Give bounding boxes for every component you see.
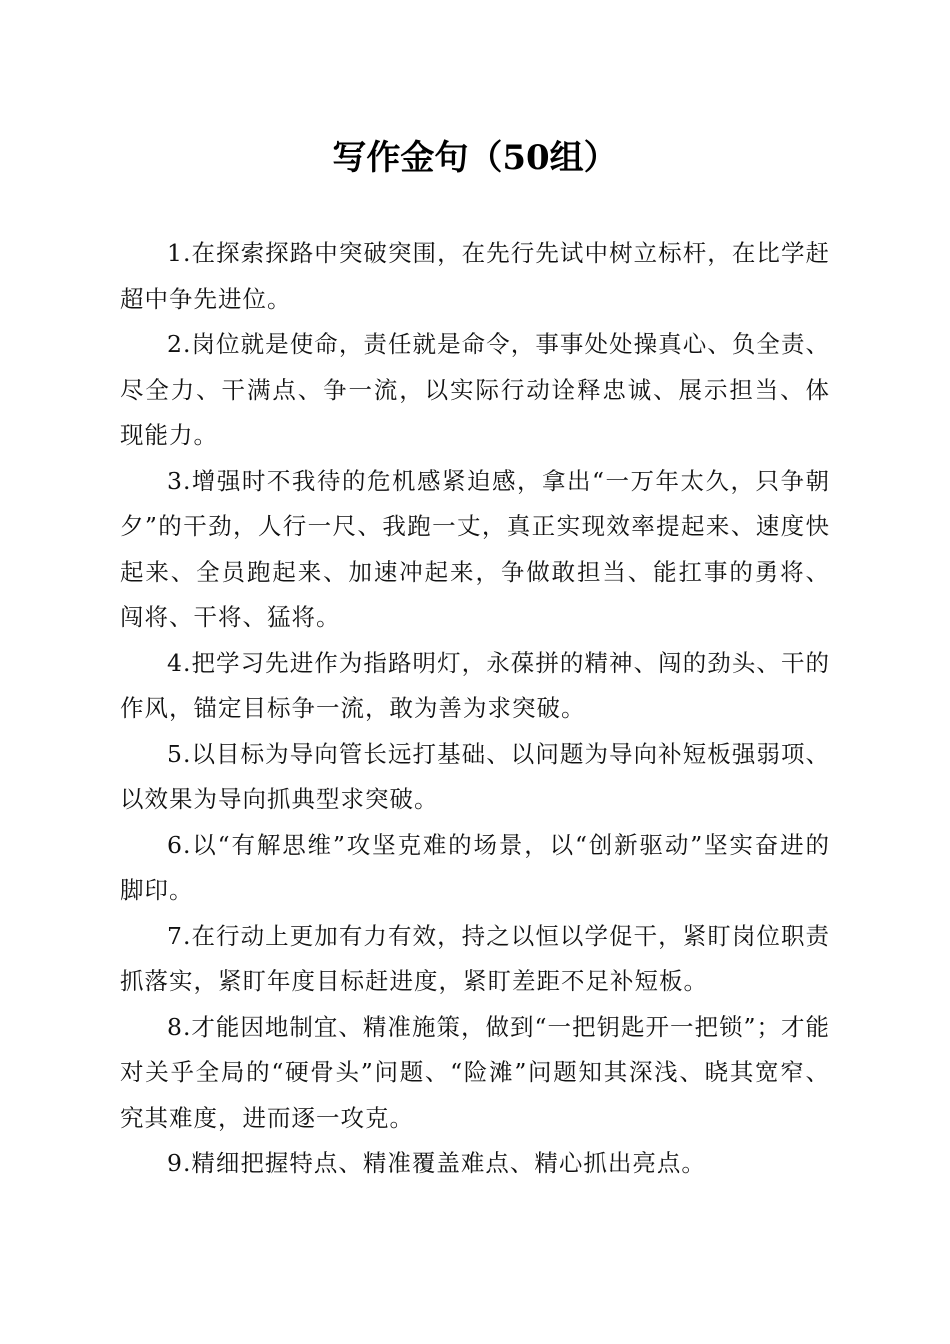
- paragraph-9: 9.精细把握特点、精准覆盖难点、精心抓出亮点。: [167, 1149, 706, 1177]
- paragraph-8: 8.才能因地制宜、精准施策，做到“一把钥匙开一把锁”；才能对关乎全局的“硬骨头”问题、“险滩”问题知其深浅、晓其宽窄、究其难度，进而逐一攻克。: [120, 1012, 830, 1132]
- paragraph-1: 1.在探索探路中突破突围，在先行先试中树立标杆，在比学赶超中争先进位。: [120, 239, 830, 313]
- paragraph-6: 6.以“有解思维”攻坚克难的场景，以“创新驱动”坚实奋进的脚印。: [120, 830, 830, 904]
- paragraph-4: 4.把学习先进作为指路明灯，永葆拼的精神、闯的劲头、干的作风，锚定目标争一流，敢为善为求突破。: [120, 648, 830, 722]
- paragraph-2: 2.岗位就是使命，责任就是命令，事事处处操真心、负全责、尽全力、干满点、争一流，以实际行动诠释忠诚、展示担当、体现能力。: [120, 330, 830, 449]
- document-body: [120, 231, 830, 1187]
- paragraph-3: 3.增强时不我待的危机感紧迫感，拿出“一万年太久，只争朝夕”的干劲，人行一尺、我跑一丈，真正实现效率提起来、速度快起来、全员跑起来、加速冲起来，争做敢担当、能扛事的勇将、闯将、干将、猛将。: [120, 466, 830, 631]
- paragraph-7: 7.在行动上更加有力有效，持之以恒以学促干，紧盯岗位职责抓落实，紧盯年度目标赶进度，紧盯差距不足补短板。: [120, 921, 830, 995]
- page-title: 写作金句（50组）: [332, 138, 618, 178]
- paragraph-5: 5.以目标为导向管长远打基础、以问题为导向补短板强弱项、以效果为导向抓典型求突破。: [120, 739, 830, 813]
